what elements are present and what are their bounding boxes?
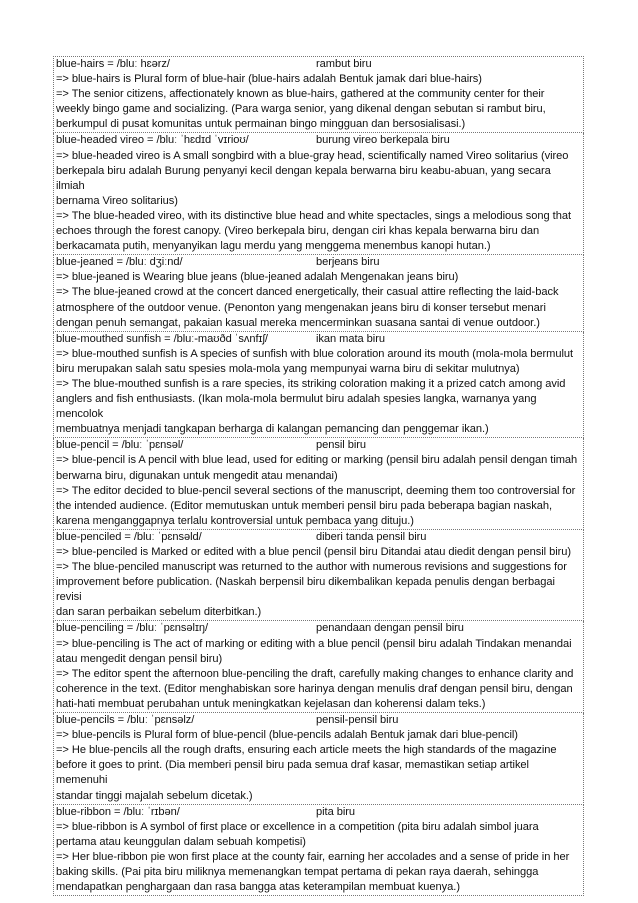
entry-translation: burung vireo berkepala biru [316,134,450,147]
entry-text-line: standar tinggi majalah sebelum dicetak.) [56,789,253,802]
dictionary-entry [53,713,584,805]
dictionary-entry [53,56,584,133]
entry-text-line: => blue-pencils is Plural form of blue-pencil (blue-pencils adalah Bentuk jamak dari blue-pencil) [56,729,518,742]
entry-text-line: => blue-penciling is The act of marking or editing with a blue pencil (pensil biru adalah Tindakan menandai [56,637,572,650]
entry-text-line: pertama atau keunggulan dalam sebuah kompetisi) [56,835,306,848]
entry-text-line: membuatnya menjadi tangkapan berharga di kalangan pemancing dan penggemar ikan.) [56,423,489,436]
entry-text-line: hati-hati membuat perubahan untuk meningkatkan kejelasan dan koherensi dalam teks.) [56,697,486,710]
entry-text-line: atmosphere of the outdoor venue. (Penonton yang mengenakan jeans biru di konser tersebut menari [56,301,546,314]
entry-text-line: berkumpul di pusat komunitas untuk permainan bingo mingguan dan bersosialisasi.) [56,118,466,131]
entry-text-line: => blue-mouthed sunfish is A species of sunfish with blue coloration around its mouth (mola-mola bermulut [56,347,574,360]
entry-heading [56,713,581,728]
entry-text-line: => blue-pencil is A pencil with blue lead, used for editing or marking (pensil biru adalah pensil dengan timah [56,454,578,467]
entry-text-line: berkepala biru adalah Burung penyanyi kecil dengan kepala berwarna biru keabu-abuan, yang secara ilmiah [56,164,551,192]
entry-heading [56,332,581,347]
dictionary-entry [53,805,584,897]
entry-translation: ikan mata biru [316,332,385,345]
dictionary-entry [53,530,584,622]
entry-text-line: => blue-jeaned is Wearing blue jeans (blue-jeaned adalah Mengenakan jeans biru) [56,271,459,284]
entry-term: blue-ribbon = /bluː ˈrɪbən/ [56,805,180,818]
entry-text-line: improvement before publication. (Naskah berpensil biru dikembalikan kepada penulis dengan berbagai revisi [56,576,555,604]
entry-text-line: berkacamata putih, menyanyikan lagu merdu yang menggema menembus kanopi hutan.) [56,240,491,253]
entry-text-line: dan saran perbaikan sebelum diterbitkan.) [56,606,262,619]
dictionary-document [53,56,584,896]
entry-translation: berjeans biru [316,256,380,269]
entry-text-line: => The blue-penciled manuscript was returned to the author with numerous revisions and suggestions for [56,561,567,574]
entry-text-line: dengan penuh semangat, pakaian kasual mereka mencerminkan suasana santai di venue outdoor.) [56,316,540,329]
entry-text-line: => The editor decided to blue-pencil several sections of the manuscript, deeming them too controversial for [56,484,576,497]
dictionary-entry [53,133,584,255]
entry-translation: pita biru [316,805,356,818]
entry-text-line: before it goes to print. (Dia memberi pensil biru pada semua draf kasar, memastikan setiap artikel memenuhi [56,759,529,787]
dictionary-entry [53,621,584,713]
entry-term: blue-penciling = /bluː ˈpɛnsəlɪŋ/ [56,622,209,635]
entry-text-line: => blue-penciled is Marked or edited with a blue pencil (pensil biru Ditandai atau diedit dengan pensil biru) [56,546,572,558]
dictionary-entry [53,438,584,530]
entry-text-line: biru merupakan salah satu spesies mola-mola yang mempunyai warna biru di sekitar mulutnya) [56,362,520,375]
entry-term: blue-penciled = /bluː ˈpɛnsəld/ [56,530,202,543]
entry-heading [56,621,581,636]
entry-text-line: baking skills. (Pai pita biru miliknya memenangkan tempat pertama di pekan raya daerah, sehingga [56,865,539,878]
entry-text-line: => blue-hairs is Plural form of blue-hair (blue-hairs adalah Bentuk jamak dari blue-hairs) [56,73,482,86]
entry-term: blue-mouthed sunfish = /bluː-maʊðd ˈsʌnfɪʃ/ [56,332,268,345]
entry-text-line: => The blue-jeaned crowd at the concert danced energetically, their casual attire reflecting the laid-back [56,286,559,299]
entry-text-line: echoes through the forest canopy. (Vireo berkepala biru, dengan ciri khas kepala berwarna biru dan [56,225,540,238]
entry-text-line: berwarna biru, digunakan untuk mengedit atau menandai) [56,469,338,482]
entry-text-line: => The blue-mouthed sunfish is a rare species, its striking coloration making it a prized catch among avid [56,377,566,390]
entry-term: blue-pencil = /bluː ˈpɛnsəl/ [56,439,184,452]
entry-heading [56,805,581,820]
entry-text-line: the intended audience. (Editor memutuskan untuk memberi pensil biru pada beberapa bagian naskah, [56,499,552,512]
entry-heading [56,530,581,545]
entry-term: blue-pencils = /bluː ˈpɛnsəlz/ [56,714,195,727]
entry-text-line: => He blue-pencils all the rough drafts, ensuring each article meets the high standards of the magazine [56,744,557,757]
entry-heading [56,438,581,453]
entry-translation: pensil-pensil biru [316,714,399,727]
entry-text-line: mendapatkan penghargaan dan rasa bangga atas keterampilan membuat kuenya.) [56,881,460,894]
entry-term: blue-jeaned = /bluː dʒiːnd/ [56,256,183,269]
entry-text-line: anglers and fish enthusiasts. (Ikan mola-mola bermulut biru adalah spesies langka, warnanya yang mencolok [56,393,537,421]
entry-translation: pensil biru [316,439,367,452]
entry-text-line: => blue-ribbon is A symbol of first place or excellence in a competition (pita biru adalah simbol juara [56,820,539,833]
entry-translation: penandaan dengan pensil biru [316,622,464,635]
entry-text-line: => Her blue-ribbon pie won first place at the county fair, earning her accolades and a sense of pride in her [56,850,570,863]
dictionary-entry [53,332,584,439]
entry-text-line: => The blue-headed vireo, with its distinctive blue head and white spectacles, sings a melodious song that [56,209,571,222]
entry-heading [56,133,581,148]
entry-text-line: coherence in the text. (Editor menghabiskan sore harinya dengan menulis draf dengan pensil biru, dengan [56,682,573,695]
entry-heading [56,255,581,270]
entry-text-line: atau mengedit dengan pensil biru) [56,652,223,665]
entry-translation: diberi tanda pensil biru [316,530,427,543]
entry-text-line: bernama Vireo solitarius) [56,194,178,207]
entry-text-line: weekly bingo game and socializing. (Para warga senior, yang dikenal dengan sebutan si rambut biru, [56,103,546,116]
entry-term: blue-headed vireo = /bluː ˈhɛdɪd ˈvɪrioʊ/ [56,134,249,147]
entry-text-line: => The editor spent the afternoon blue-penciling the draft, carefully making changes to enhance clarity and [56,667,574,680]
dictionary-entry [53,255,584,331]
entry-text-line: => blue-headed vireo is A small songbird with a blue-gray head, scientifically named Vireo solitarius (vireo [56,149,569,162]
entry-text-line: => The senior citizens, affectionately known as blue-hairs, gathered at the community center for their [56,88,545,101]
entry-text-line: karena menganggapnya terlalu kontroversial untuk pembaca yang dituju.) [56,514,414,527]
entry-translation: rambut biru [316,58,372,70]
entry-heading [56,57,581,72]
entry-term: blue-hairs = /bluː hɛərz/ [56,58,170,70]
